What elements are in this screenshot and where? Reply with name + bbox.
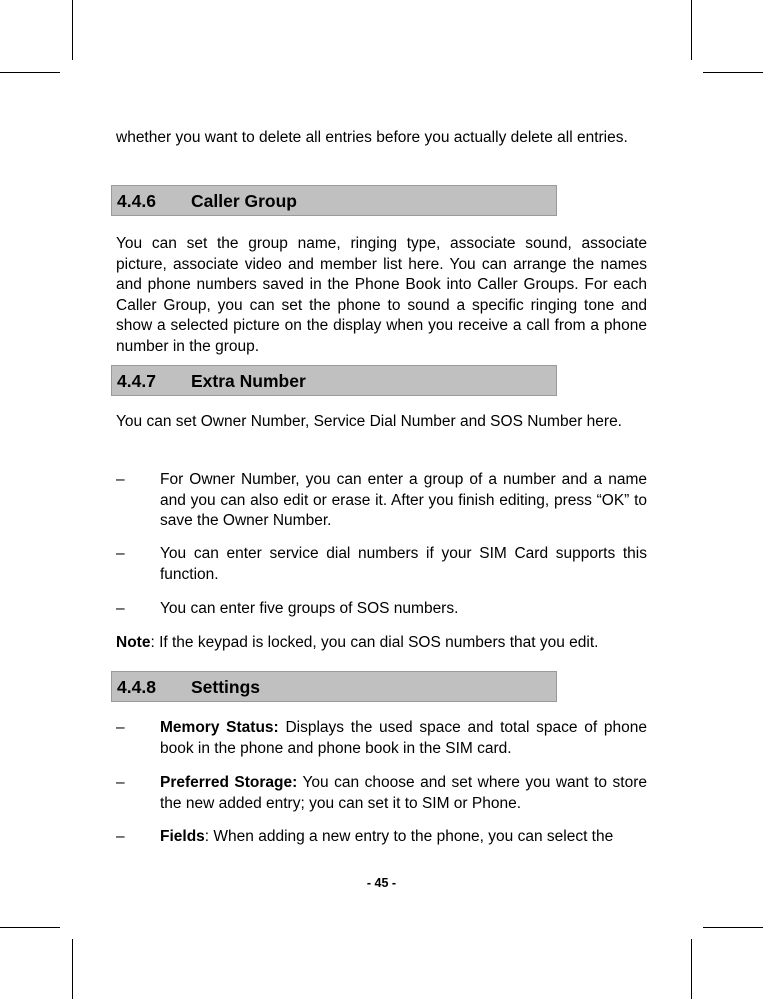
dash-bullet: – [116,471,125,488]
crop-mark-bottom-right-horizontal [703,927,763,928]
list-item-term: Fields [160,828,205,845]
crop-mark-top-right-horizontal [703,72,763,73]
section-number: 4.4.7 [117,371,156,391]
crop-mark-top-left-vertical [72,0,73,60]
crop-mark-bottom-right-vertical [691,939,692,999]
caller-group-paragraph: You can set the group name, ringing type, associate sound, associate picture, associate video and member list here. You can arrange the names and phone numbers saved in the Phone Book into Caller Groups. For each Caller Group, you can set the phone to sound a specific ringing tone and show a selected picture on the display when you receive a call from a phone number in the group. [116,235,647,355]
crop-mark-bottom-left-vertical [72,939,73,999]
dash-bullet: – [116,828,125,845]
list-item-text: You can enter service dial numbers if your SIM Card supports this function. [160,545,647,583]
list-item [116,827,647,848]
section-title: Caller Group [191,191,297,211]
list-item-description: : When adding a new entry to the phone, you can select the [204,828,614,845]
note-label: Note [116,634,151,651]
crop-mark-top-right-vertical [691,0,692,60]
list-item [116,718,647,759]
list-item-text [160,718,647,759]
list-item-text [160,773,647,814]
dash-bullet: – [116,774,125,791]
list-item [116,773,647,814]
list-item [116,599,647,620]
list-item-description: You can choose and set where you want to store the new added entry; you can set it to SIM or Phone. [160,774,647,812]
extra-number-paragraph: You can set Owner Number, Service Dial Number and SOS Number here. [116,413,622,430]
list-item-text [160,827,647,848]
dash-bullet: – [116,719,125,736]
section-heading-caller-group [111,185,557,216]
section-title: Settings [191,677,261,697]
section-heading-settings [111,671,557,702]
list-item-term: Memory Status: [160,719,279,736]
crop-mark-bottom-left-horizontal [0,927,60,928]
list-item [116,470,647,532]
crop-mark-top-left-horizontal [0,72,60,73]
section-number: 4.4.8 [117,677,156,697]
page-number: - 45 - [366,876,397,890]
list-item [116,544,647,585]
section-title: Extra Number [191,371,306,391]
list-item-term: Preferred Storage: [160,774,298,791]
intro-paragraph: whether you want to delete all entries before you actually delete all entries. [116,129,628,146]
dash-bullet: – [116,600,125,617]
section-heading-extra-number [111,365,557,396]
list-item-text: For Owner Number, you can enter a group of a number and a name and you can also edit or erase it. After you finish editing, press “OK” to save the Owner Number. [160,471,647,529]
list-item-text: You can enter five groups of SOS numbers. [160,600,459,617]
section-number: 4.4.6 [117,191,156,211]
list-item-description: Displays the used space and total space of phone book in the phone and phone book in the SIM card. [160,719,647,757]
note-text: : If the keypad is locked, you can dial SOS numbers that you edit. [150,634,599,651]
dash-bullet: – [116,545,125,562]
note [116,633,647,654]
